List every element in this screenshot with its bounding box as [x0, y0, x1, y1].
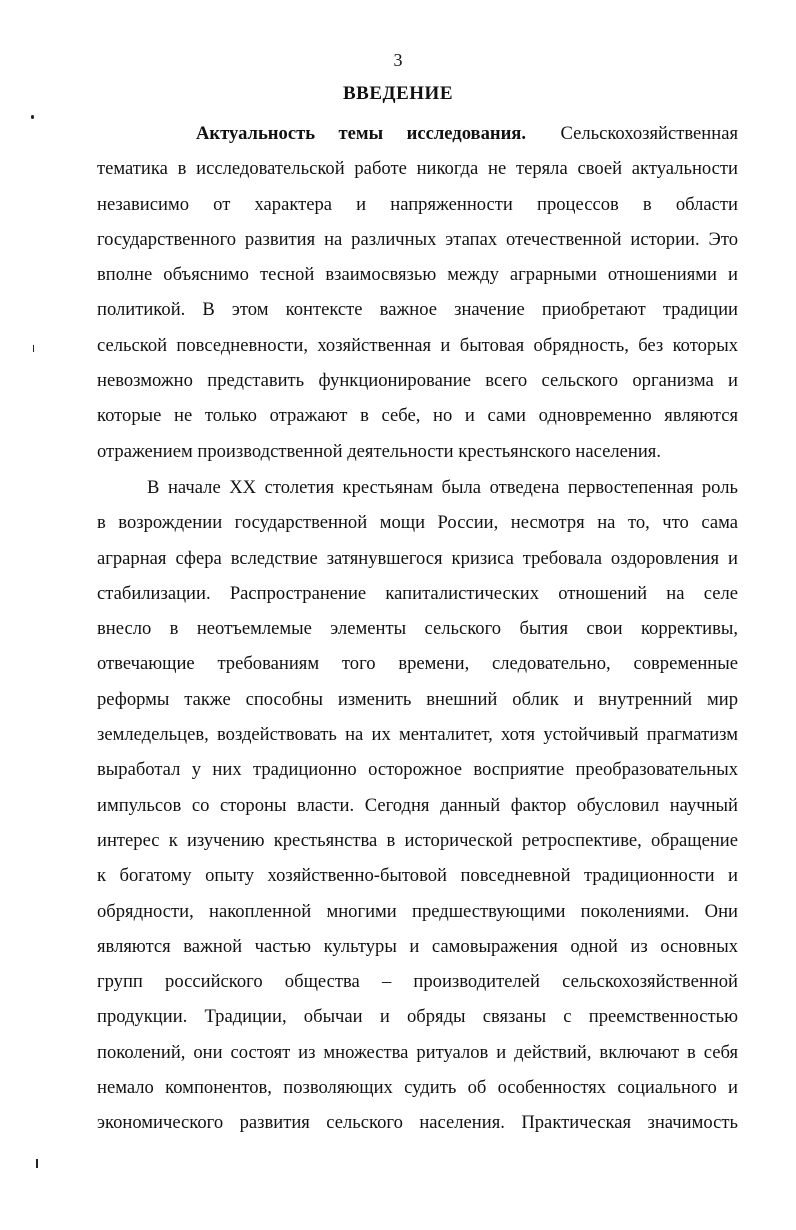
scan-mark — [33, 345, 34, 352]
scan-mark — [31, 115, 34, 119]
paragraph-1-line-1 — [97, 116, 738, 151]
paragraph-line: интерес к изучению крестьянства в исторической ретроспективе, обращение — [97, 829, 738, 851]
paragraph-line: которые не только отражают в себе, но и сами одновременно являются — [97, 405, 738, 427]
paragraph-line: выработал у них традиционно осторожное восприятие преобразовательных — [97, 759, 738, 781]
paragraph-line: групп российского общества – производителей сельскохозяйственной — [97, 971, 738, 993]
scan-mark — [36, 1159, 38, 1168]
paragraph-line: продукции. Традиции, обычаи и обряды связаны с преемственностью — [97, 1006, 738, 1028]
paragraph-line: немало компонентов, позволяющих судить об особенностях социального и — [97, 1077, 738, 1099]
paragraph-line: политикой. В этом контексте важное значение приобретают традиции — [97, 299, 738, 321]
section-heading — [196, 116, 526, 151]
paragraph-line: вполне объяснимо тесной взаимосвязью между аграрными отношениями и — [97, 264, 738, 286]
page-title: ВВЕДЕНИЕ — [343, 83, 453, 104]
paragraph-line: отвечающие требованиям того времени, следовательно, современные — [97, 653, 738, 675]
document-body — [97, 116, 738, 1141]
paragraph-line: реформы также способны изменить внешний облик и внутренний мир — [97, 688, 738, 710]
page-number: 3 — [393, 50, 403, 70]
paragraph-line: государственного развития на различных этапах отечественной истории. Это — [97, 228, 738, 250]
paragraph-line: являются важной частью культуры и самовыражения одной из основных — [97, 935, 738, 957]
paragraph-line: аграрная сфера вследствие затянувшегося кризиса требовала оздоровления и — [97, 547, 738, 569]
paragraph-line: экономического развития сельского населения. Практическая значимость — [97, 1112, 738, 1134]
heading-word: исследования. — [406, 123, 526, 144]
heading-word: темы — [338, 123, 384, 144]
paragraph-line: поколений, они состоят из множества ритуалов и действий, включают в себя — [97, 1041, 738, 1063]
heading-continuation: Сельскохозяйственная — [560, 123, 738, 144]
paragraph-line: импульсов со стороны власти. Сегодня данный фактор обусловил научный — [97, 794, 738, 816]
paragraph-2-line-1: В начале XX столетия крестьянам была отведена первостепенная роль — [147, 476, 738, 498]
paragraph-line: стабилизации. Распространение капиталистических отношений на селе — [97, 582, 738, 604]
paragraph-line: внесло в неотъемлемые элементы сельского бытия свои коррективы, — [97, 618, 738, 640]
paragraph-line: обрядности, накопленной многими предшествующими поколениями. Они — [97, 900, 738, 922]
paragraph-line: земледельцев, воздействовать на их менталитет, хотя устойчивый прагматизм — [97, 724, 738, 746]
paragraph-line: тематика в исследовательской работе никогда не теряла своей актуальности — [97, 158, 738, 180]
paragraph-line: в возрождении государственной мощи России, несмотря на то, что сама — [97, 512, 738, 534]
paragraph-line: сельской повседневности, хозяйственная и бытовая обрядность, без которых — [97, 334, 738, 356]
paragraph-line: к богатому опыту хозяйственно-бытовой повседневной традиционности и — [97, 865, 738, 887]
paragraph-line: отражением производственной деятельности крестьянского населения. — [97, 440, 662, 462]
heading-word: Актуальность — [196, 123, 316, 144]
paragraph-line: независимо от характера и напряженности процессов в области — [97, 193, 738, 215]
paragraph-line: невозможно представить функционирование всего сельского организма и — [97, 370, 738, 392]
